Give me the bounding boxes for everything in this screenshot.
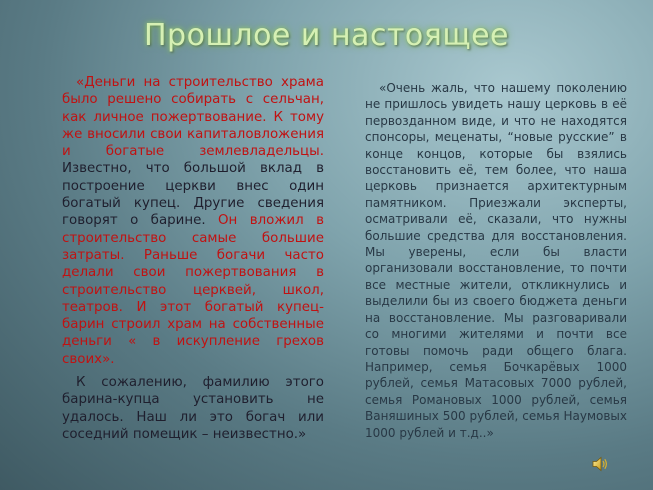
left-p1-segment-1: «Деньги на строительство храма было решено собирать с сельчан, как личное пожертвование. К тому же вносили свои капиталовложения и богатые землевладельцы. [62,75,324,160]
left-paragraph-2: К сожалению, фамилию этого барина-купца установить не удалось. Наш ли это богач или соседний помещик – неизвестно.» [62,375,324,442]
speaker-icon[interactable] [591,455,609,473]
left-text-panel [62,74,324,443]
left-paragraph-1 [62,74,324,368]
left-p1-segment-3: Он вложил в строительство самые большие затраты. Раньше богачи часто делали свои пожертвования в строительство церквей, школ, театров. И этот богатый купец-барин строил храм на собственные деньги « в искупление грехов своих». [62,213,324,367]
right-paragraph: «Очень жаль, что нашему поколению не пришлось увидеть нашу церковь в её первозданном виде, и что не находятся спонсоры, меценаты, “новые русские” в конце концов, которые бы взялись восстановить её, тем более, что наша церковь признается архитектурным памятником. Приезжали эксперты, осматривали её, сказали, что нужны большие средства для восстановления. Мы уверены, если бы власти организовали восстановление, то почти все местные жители, откликнулись и выделили бы из своего бюджета деньги на восстановление. Мы разговаривали со многими жителями и почти все готовы помочь ради общего блага. Например, семья Бочкарёвых 1000 рублей, семья Матасовых 7000 рублей, семья Романовых 1000 рублей, семья Ваняшиных 500 рублей, семья Наумовых 1000 рублей и т.д..» [365,81,627,440]
right-text-panel [365,80,627,441]
left-p1-segment-2: Известно, что большой вклад в построение церкви внес один богатый купец. Другие сведения говорят о барине. [62,161,324,229]
slide-title: Прошлое и настоящее [143,18,509,53]
